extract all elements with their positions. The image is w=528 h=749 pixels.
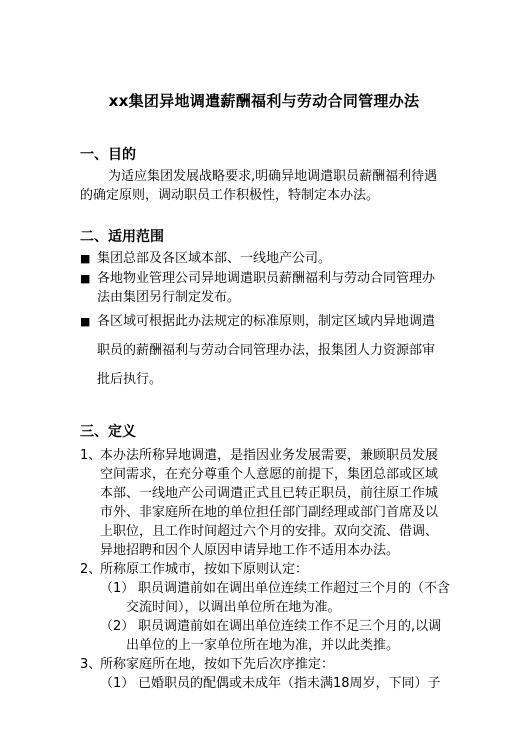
- sub-list-line: 职员调遣前如在调出单位连续工作超过三个月的（不含: [138, 581, 451, 596]
- list-number: 2、: [80, 562, 102, 577]
- bullet-square-icon: ■: [80, 272, 91, 285]
- list-item-line: 所称家庭所在地，按如下先后次序推定：: [100, 657, 335, 672]
- list-item-line: 各区域可根据此办法规定的标准原则，制定区域内异地调遣: [97, 314, 436, 329]
- paragraph-line: 为适应集团发展战略要求,明确异地调遣职员薪酬福利待遇: [108, 169, 438, 184]
- list-item-line: 市外、非家庭所在地的单位担任部门副经理或部门首席及以: [100, 505, 439, 520]
- list-item-line: 法由集团另行制定发布。: [97, 290, 241, 305]
- list-item-line: 本办法所称异地调遣，是指因业务发展需要，兼顾职员发展: [100, 448, 439, 463]
- list-item-line: 上职位，且工作时间超过六个月的安排。双向交流、借调、: [100, 524, 439, 539]
- bullet-square-icon: ■: [80, 252, 91, 265]
- sub-list-number: （2）: [100, 619, 135, 634]
- section-heading-scope: 二、适用范围: [80, 229, 164, 245]
- sub-list-line: 职员调遣前如在调出单位连续工作不足三个月的,以调: [138, 619, 442, 634]
- paragraph-line: 的确定原则，调动职员工作积极性，特制定本办法。: [80, 188, 380, 203]
- list-item-line: 本部、一线地产公司调遣正式且已转正职员，前往原工作城: [100, 486, 439, 501]
- list-item-line: 职员的薪酬福利与劳动合同管理办法，报集团人力资源部审: [97, 343, 436, 358]
- bullet-square-icon: ■: [80, 315, 91, 328]
- list-item-line: 集团总部及各区域本部、一线地产公司。: [97, 251, 332, 266]
- list-item-line: 所称原工作城市，按如下原则认定：: [100, 562, 309, 577]
- list-item-line: 各地物业管理公司异地调遣职员薪酬福利与劳动合同管理办: [97, 271, 436, 286]
- document-title: xx集团异地调遣薪酬福利与劳动合同管理办法: [108, 92, 420, 110]
- sub-list-line: 出单位的上一家单位所在地为准，并以此类推。: [126, 638, 400, 653]
- list-item-line: 空间需求，在充分尊重个人意愿的前提下，集团总部或区域: [100, 467, 439, 482]
- sub-list-line: 交流时间），以调出单位所在地为准。: [126, 600, 341, 615]
- sub-list-number: （1）: [100, 676, 135, 691]
- list-item-line: 批后执行。: [97, 372, 163, 387]
- section-heading-purpose: 一、目的: [80, 147, 136, 163]
- section-heading-definitions: 三、定义: [80, 424, 136, 440]
- list-number: 3、: [80, 657, 102, 672]
- sub-list-line: 已婚职员的配偶或未成年（指未满18周岁，下同）子: [138, 676, 441, 691]
- list-item-line: 异地招聘和因个人原因申请异地工作不适用本办法。: [100, 543, 400, 558]
- sub-list-number: （1）: [100, 581, 135, 596]
- list-number: 1、: [80, 448, 102, 463]
